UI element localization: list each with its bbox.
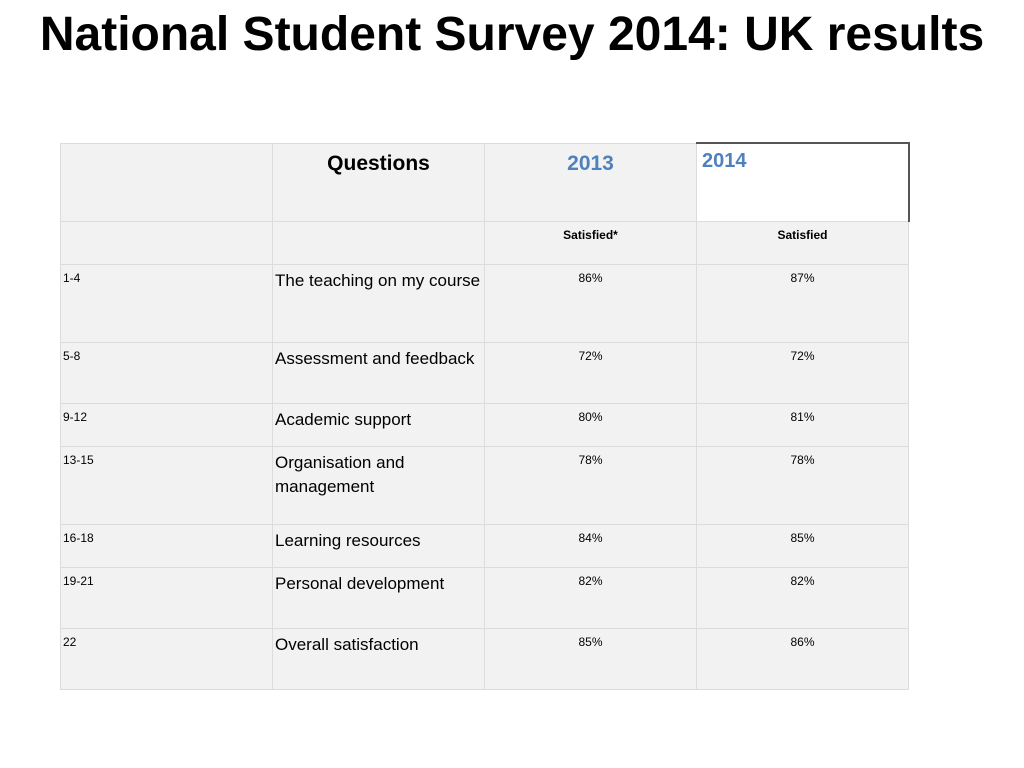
satisfied-2014-label: Satisfied <box>777 227 828 242</box>
row-value-2013: 78% <box>578 452 603 467</box>
row-value-2013: 84% <box>578 530 603 545</box>
table-row <box>61 524 909 567</box>
row-value-2014: 78% <box>790 452 815 467</box>
table-subheader-row <box>61 221 909 264</box>
row-value-2013: 86% <box>578 270 603 285</box>
row-question-numbers: 19-21 <box>63 573 94 588</box>
subheader-cell-empty-1 <box>61 221 273 264</box>
row-question-label: Organisation and management <box>275 452 405 496</box>
row-value-2014: 85% <box>790 530 815 545</box>
table-row <box>61 567 909 628</box>
year-2013-header: 2013 <box>567 151 614 175</box>
row-question-label: Academic support <box>275 409 412 429</box>
subheader-cell-2014 <box>697 221 909 264</box>
subheader-cell-empty-2 <box>273 221 485 264</box>
table-row <box>61 446 909 524</box>
header-cell-questions <box>273 143 485 221</box>
header-cell-2013 <box>485 143 697 221</box>
table-header-row <box>61 143 909 221</box>
header-cell-2014 <box>697 143 909 221</box>
row-value-2013: 72% <box>578 348 603 363</box>
year-2014-header: 2014 <box>702 150 747 172</box>
row-question-label: Learning resources <box>275 530 421 550</box>
row-value-2013: 80% <box>578 409 603 424</box>
table-row <box>61 342 909 403</box>
row-value-2014: 86% <box>790 634 815 649</box>
row-question-numbers: 22 <box>63 634 77 649</box>
satisfied-2013-label: Satisfied* <box>563 227 618 242</box>
row-value-2014: 81% <box>790 409 815 424</box>
row-question-label: The teaching on my course <box>275 270 481 290</box>
row-value-2014: 87% <box>790 270 815 285</box>
row-question-label: Overall satisfaction <box>275 634 419 654</box>
row-question-numbers: 13-15 <box>63 452 94 467</box>
row-value-2013: 85% <box>578 634 603 649</box>
header-cell-empty <box>61 143 273 221</box>
subheader-cell-2013 <box>485 221 697 264</box>
row-value-2013: 82% <box>578 573 603 588</box>
results-table <box>60 142 910 690</box>
row-question-numbers: 5-8 <box>63 348 81 363</box>
row-question-label: Personal development <box>275 573 445 593</box>
slide-title: National Student Survey 2014: UK results <box>39 8 985 61</box>
results-table-wrapper <box>60 142 908 690</box>
row-question-numbers: 9-12 <box>63 409 88 424</box>
questions-header: Questions <box>327 151 430 175</box>
row-question-numbers: 16-18 <box>63 530 94 545</box>
table-row <box>61 628 909 689</box>
table-row <box>61 403 909 446</box>
row-question-numbers: 1-4 <box>63 270 81 285</box>
row-value-2014: 82% <box>790 573 815 588</box>
row-value-2014: 72% <box>790 348 815 363</box>
row-question-label: Assessment and feedback <box>275 348 475 368</box>
table-row <box>61 264 909 342</box>
